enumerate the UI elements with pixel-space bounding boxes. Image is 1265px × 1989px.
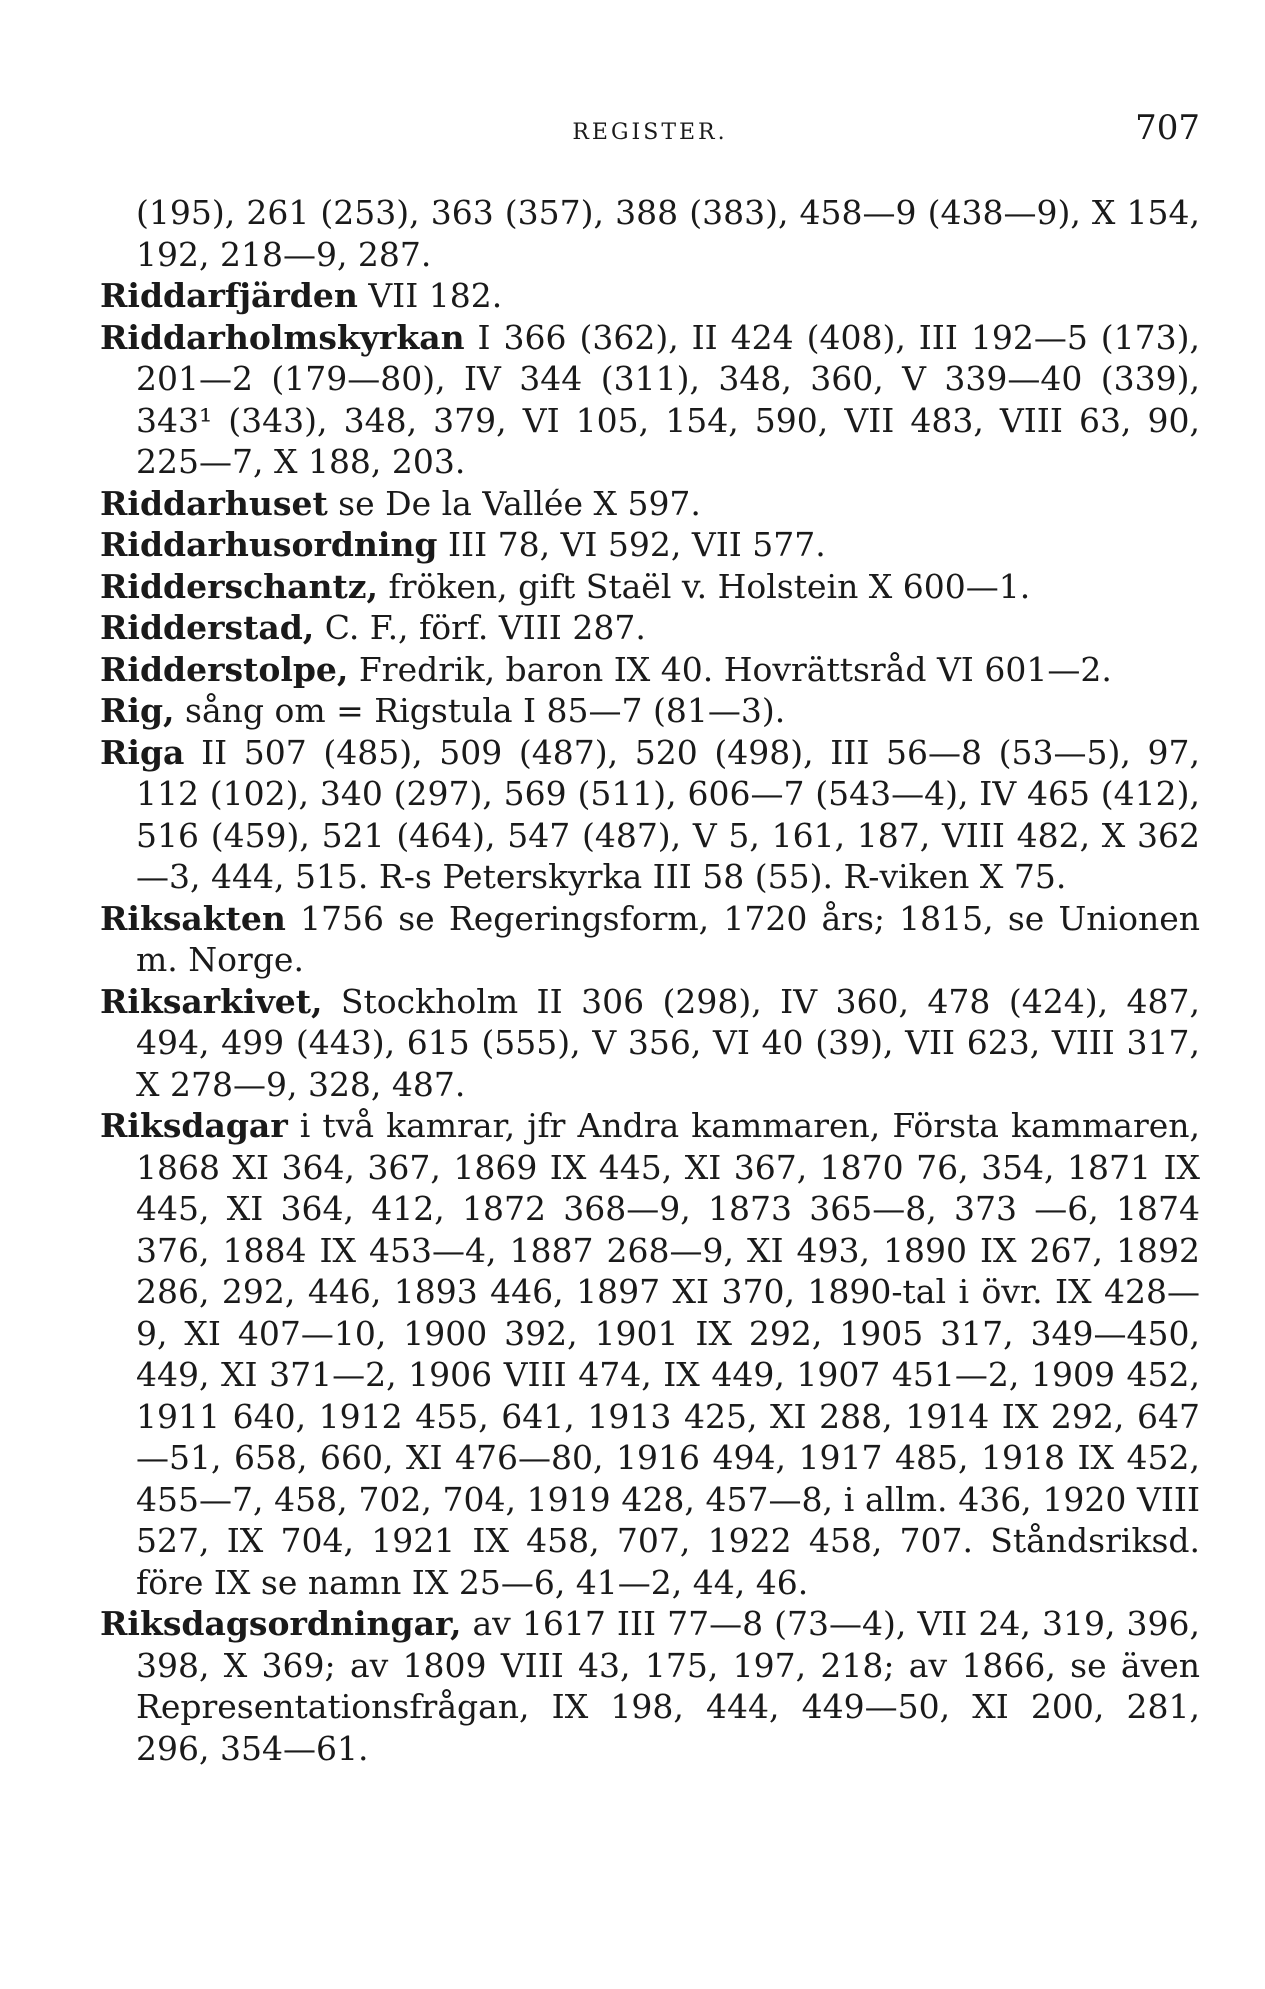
entry-headword: Riddarholmskyrkan xyxy=(100,317,465,357)
entry-body: (195), 261 (253), 363 (357), 388 (383), 458—9 (438—9), X 154, 192, 218—9, 287. xyxy=(136,193,1200,274)
index-entry xyxy=(100,192,1200,275)
entry-headword: Riddarfjärden xyxy=(100,276,358,315)
entry-body: se De la Vallée X 597. xyxy=(327,483,701,523)
index-entry xyxy=(100,690,1200,732)
entry-headword: Riga xyxy=(100,732,185,772)
index-entry xyxy=(100,275,1200,317)
index-entries xyxy=(100,192,1200,1769)
index-entry xyxy=(100,317,1200,483)
entry-headword: Ridderschantz, xyxy=(100,566,379,606)
entry-body: VII 182. xyxy=(357,276,503,315)
entry-headword: Ridderstolpe, xyxy=(100,649,349,689)
running-head: REGISTER. xyxy=(572,120,728,145)
page-header xyxy=(100,108,1200,158)
entry-headword: Riksdagar xyxy=(100,1106,288,1145)
index-entry xyxy=(100,1105,1200,1603)
entry-headword: Riksdagsordningar, xyxy=(100,1604,462,1643)
entry-body: II 507 (485), 509 (487), 520 (498), III 56—8 (53—5), 97, 112 (102), 340 (297), 569 (511), 606—7 (543—4), IV 465 (412), 516 (459), 521 (464), 547 (487), V 5, 161, 187, VIII 482, X 362—3, 444, 515. R-s Peterskyrka III 58 (55). R-viken X 75. xyxy=(136,732,1200,896)
index-entry xyxy=(100,981,1200,1106)
entry-body: Fredrik, baron IX 40. Hovrättsråd VI 601—2. xyxy=(348,649,1112,689)
index-entry xyxy=(100,649,1200,691)
entry-headword: Rig, xyxy=(100,691,175,730)
entry-headword: Riksarkivet, xyxy=(100,981,323,1021)
entry-body: C. F., förf. VIII 287. xyxy=(314,608,646,647)
index-entry xyxy=(100,566,1200,608)
entry-headword: Riddarhusordning xyxy=(100,525,438,564)
index-page xyxy=(100,108,1200,1769)
entry-body: 1756 se Regeringsform, 1720 års; 1815, se Unionen m. Norge. xyxy=(136,898,1200,979)
index-entry xyxy=(100,898,1200,981)
entry-body: III 78, VI 592, VII 577. xyxy=(437,525,826,564)
entry-body: i två kamrar, jfr Andra kammaren, Första kammaren, 1868 XI 364, 367, 1869 IX 445, XI 367, 1870 76, 354, 1871 IX 445, XI 364, 412, 1872 368—9, 1873 365—8, 373 —6, 1874 376, 1884 IX 453—4, 1887 268—9, XI 493, 1890 IX 267, 1892 286, 292, 446, 1893 446, 1897 XI 370, 1890-tal i övr. IX 428—9, XI 407—10, 1900 392, 1901 IX 292, 1905 317, 349—450, 449, XI 371—2, 1906 VIII 474, IX 449, 1907 451—2, 1909 452, 1911 640, 1912 455, 641, 1913 425, XI 288, 1914 IX 292, 647—51, 658, 660, XI 476—80, 1916 494, 1917 485, 1918 IX 452, 455—7, 458, 702, 704, 1919 428, 457—8, i allm. 436, 1920 VIII 527, IX 704, 1921 IX 458, 707, 1922 458, 707. Ståndsriksd. före IX se namn IX 25—6, 41—2, 44, 46. xyxy=(136,1106,1200,1602)
page-number: 707 xyxy=(1135,108,1200,148)
entry-body: sång om = Rigstula I 85—7 (81—3). xyxy=(174,691,786,730)
index-entry xyxy=(100,1603,1200,1769)
entry-headword: Riksakten xyxy=(100,898,286,938)
index-entry xyxy=(100,732,1200,898)
entry-body: av 1617 III 77—8 (73—4), VII 24, 319, 396, 398, X 369; av 1809 VIII 43, 175, 197, 218; av 1866, se även Representationsfrågan, IX 198, 444, 449—50, XI 200, 281, 296, 354—61. xyxy=(136,1604,1200,1768)
index-entry xyxy=(100,483,1200,525)
entry-body: fröken, gift Staël v. Holstein X 600—1. xyxy=(378,566,1031,606)
entry-headword: Riddarhuset xyxy=(100,483,328,523)
entry-headword: Ridderstad, xyxy=(100,608,315,647)
index-entry xyxy=(100,524,1200,566)
index-entry xyxy=(100,607,1200,649)
entry-body: Stockholm II 306 (298), IV 360, 478 (424), 487, 494, 499 (443), 615 (555), V 356, VI 40 (39), VII 623, VIII 317, X 278—9, 328, 487. xyxy=(136,981,1200,1104)
entry-body: I 366 (362), II 424 (408), III 192—5 (173), 201—2 (179—80), IV 344 (311), 348, 360, V 339—40 (339), 343¹ (343), 348, 379, VI 105, 154, 590, VII 483, VIII 63, 90, 225—7, X 188, 203. xyxy=(136,317,1200,481)
